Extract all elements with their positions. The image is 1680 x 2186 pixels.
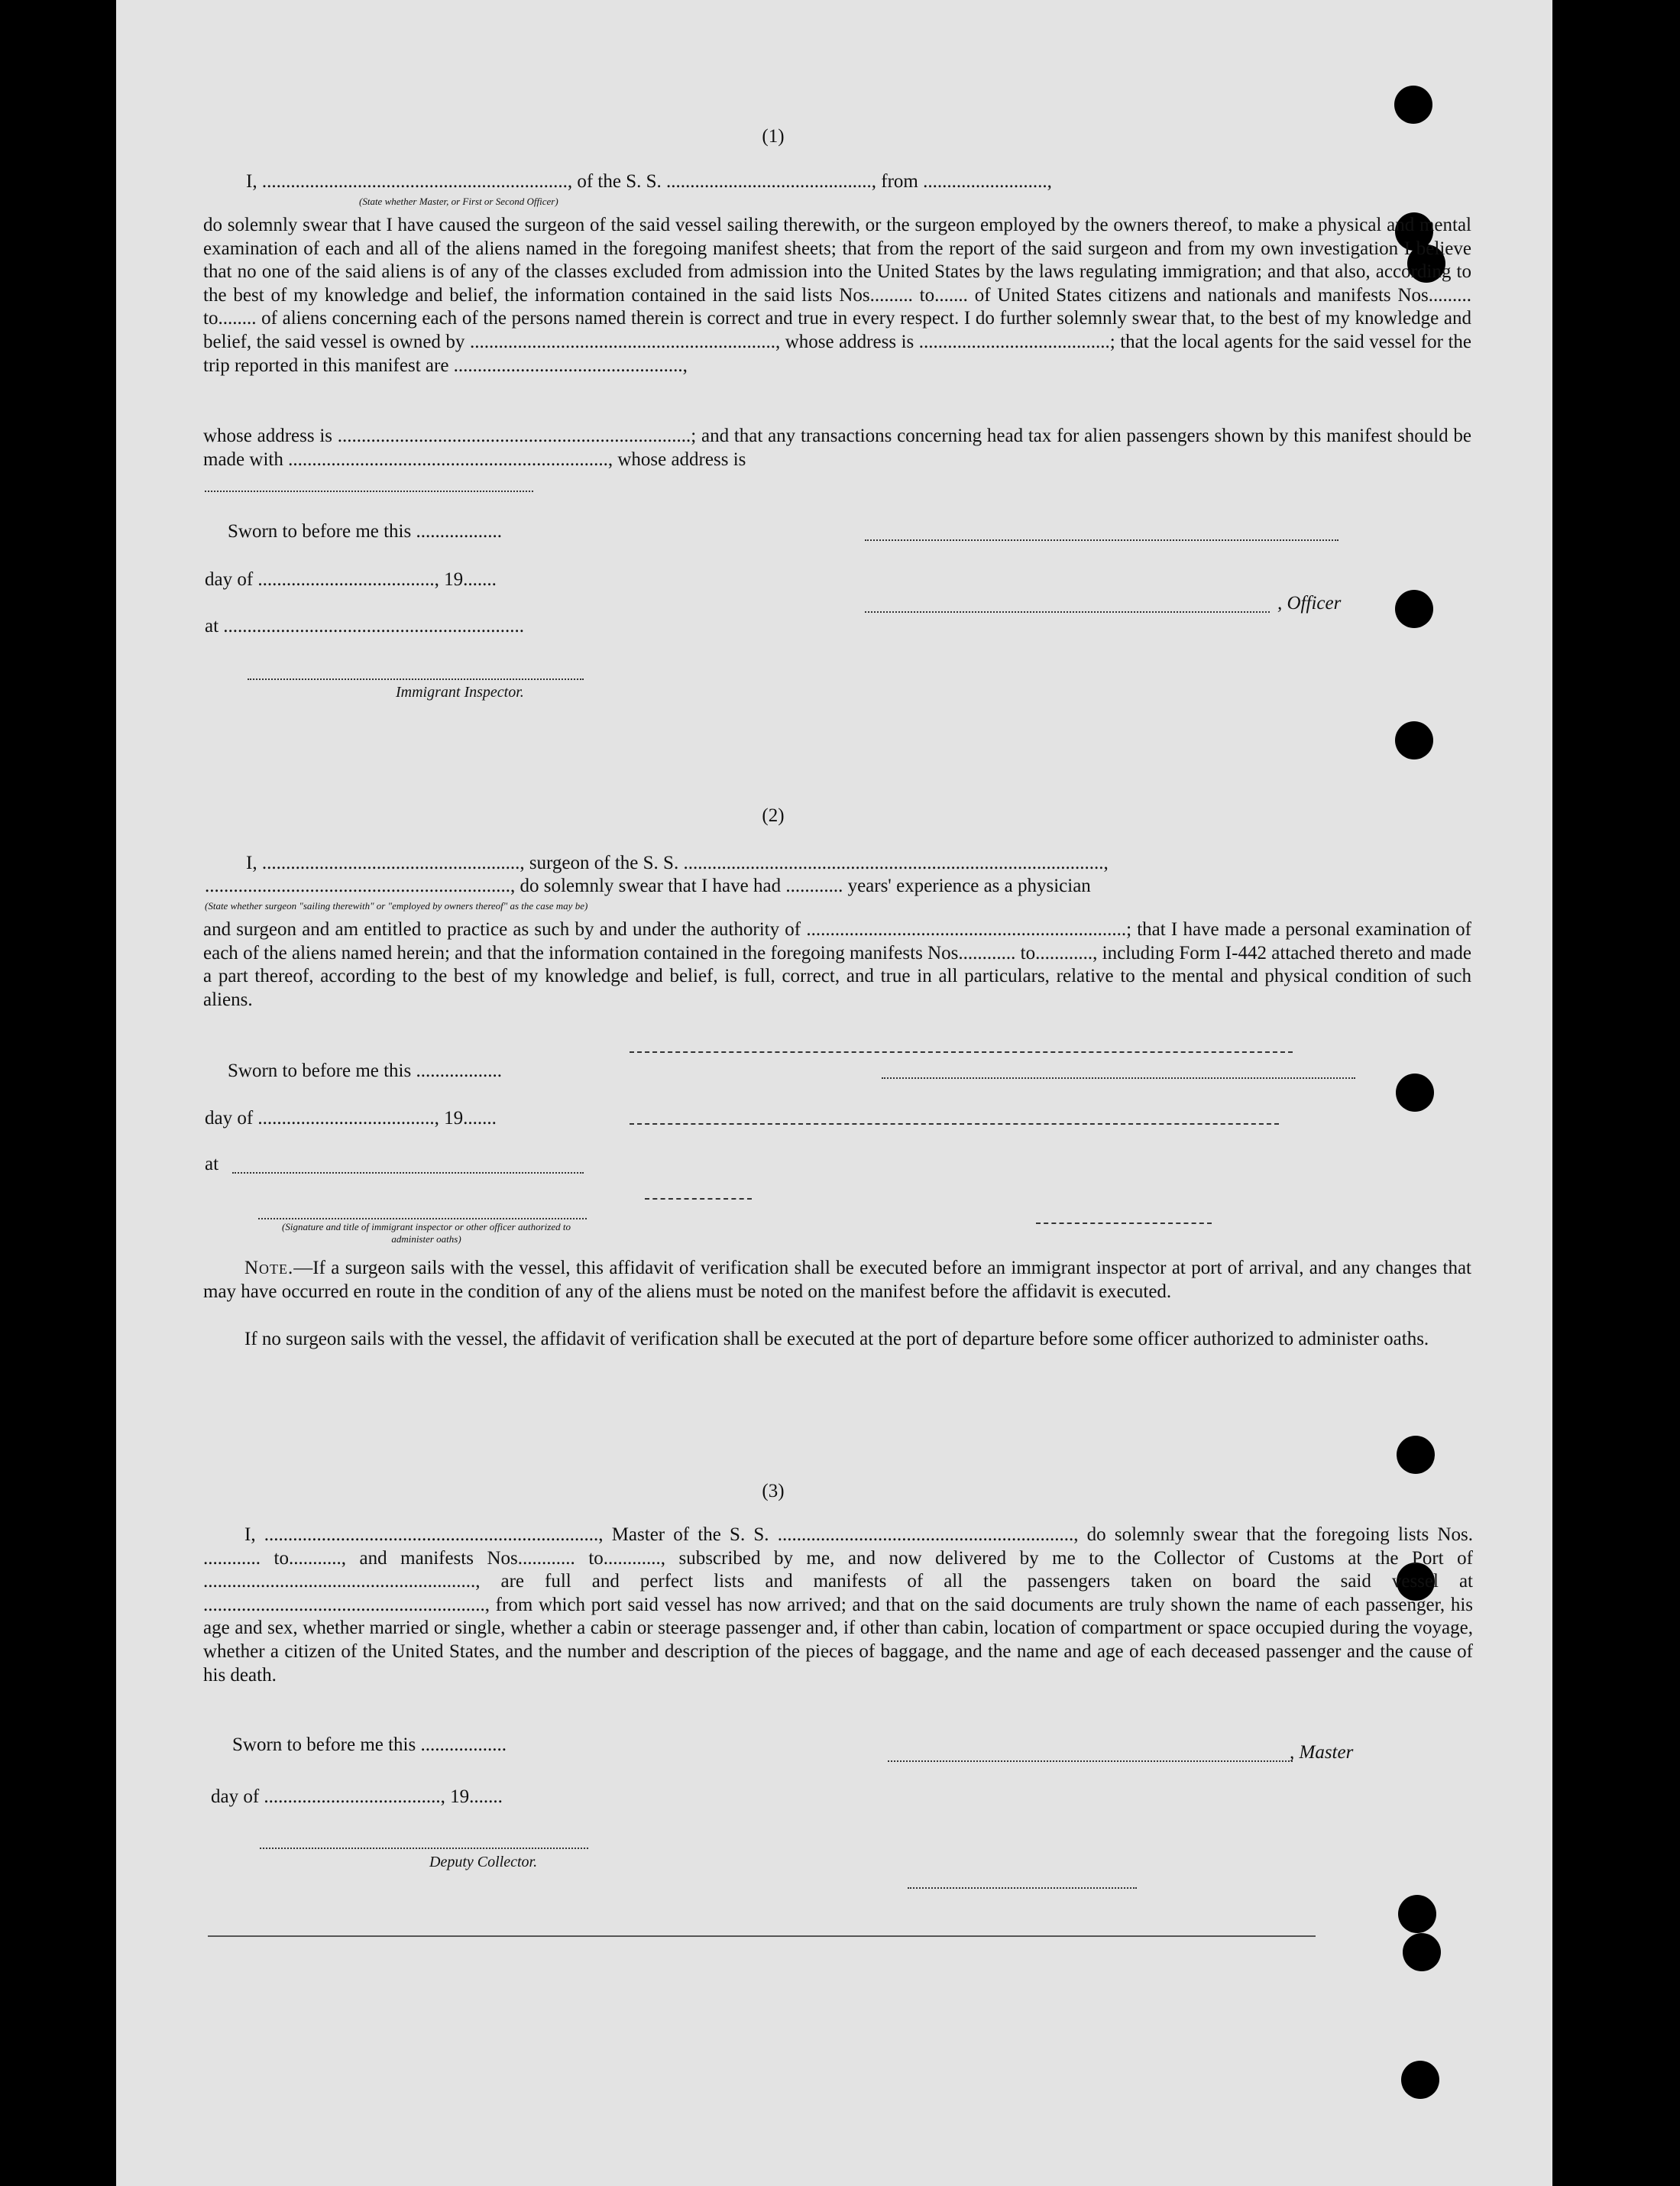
section-2-at: at [205, 1154, 219, 1174]
section-1-sworn: Sworn to before me this .................. [228, 521, 502, 542]
surgeon-signature-line-1 [630, 1051, 1293, 1053]
section-3-oath-text: I, ......................................................................, Master of the S. S. .............................................................., do solemnly swear that the foregoing lists Nos. ............ to..........., and manifests Nos............ to............, subscribed by me, and now delivered by me to the Collector of Customs at the Port of ........................................................., are full and perfect lists and manifests of all the passengers taken on board the said vessel at ..........................................................., from which port said vessel has now arrived; and that on the said documents are truly shown the name of each passenger, his age and sex, whether married or single, whether a cabin or steerage passenger and, if other than cabin, location of compartment or space occupied during the voyage, whether a citizen of the United States, and the number and description of the pieces of baggage, and the name and age of each deceased passenger and the cause of his death. [203, 1524, 1473, 1686]
section-2-day: day of ....................................., 19....... [205, 1108, 497, 1129]
punch-hole [1394, 86, 1432, 124]
section-1-oath-text: do solemnly swear that I have caused the surgeon of the said vessel sailing therewith, or the surgeon employed by the owners thereof, to make a physical and mental examination of each and all of the aliens named in the foregoing manifest sheets; that from the report of the said surgeon and from my own investigation I believe that no one of the said aliens is of any of the classes excluded from admission into the United States by the laws regulating immigration; and that also, according to the best of my knowledge and belief, the information contained in the said lists Nos......... to....... of United States citizens and nationals and manifests Nos......... to........ of aliens concerning each of the persons named therein is correct and true in every respect. I do further solemnly swear that, to the best of my knowledge and belief, the said vessel is owned by ................................................................, whose address is ........................................; that the local agents for the said vessel for the trip reported in this manifest are ................................................, [203, 215, 1471, 376]
master-signature-line [888, 1760, 1293, 1762]
punch-hole [1403, 1933, 1441, 1971]
at-line [232, 1172, 584, 1174]
punch-hole [1401, 2061, 1439, 2099]
surgeon-signature-line-2 [882, 1077, 1355, 1079]
master-label: , Master [1290, 1742, 1354, 1763]
note-second-paragraph: If no surgeon sails with the vessel, the affidavit of verification shall be executed at the port of departure before some officer authorized to administer oaths. [244, 1329, 1429, 1349]
punch-hole [1397, 1436, 1435, 1474]
surgeon-signature-line-5 [645, 1198, 752, 1200]
punch-hole [1398, 1895, 1436, 1933]
section-2-line-1: I, ......................................................, surgeon of the S. S. ........................................................................................, [246, 853, 1109, 873]
punch-hole [1396, 1074, 1434, 1112]
officer-label: , Officer [1277, 593, 1342, 614]
section-2-number: (2) [762, 805, 785, 826]
collector-signature-line [260, 1848, 588, 1849]
punch-hole [1395, 590, 1433, 628]
address-line [205, 491, 533, 492]
surgeon-signature-line-3 [630, 1123, 1279, 1125]
officer-hint: (State whether Master, or First or Second Officer) [359, 196, 558, 207]
bottom-rule [208, 1935, 1316, 1937]
section-3-sworn: Sworn to before me this .................. [232, 1734, 507, 1755]
section-1-opening-line: I, ................................................................, of the S. S. ..........................................., from .........................., [246, 171, 1052, 192]
master-signature-underline [908, 1887, 1137, 1889]
inspector-signature-line [248, 678, 584, 680]
authorized-signature-line [258, 1218, 587, 1219]
section-1-at: at ............................................................... [205, 616, 525, 636]
note-paragraph [203, 1257, 1471, 1304]
officer-signature-line-1 [865, 539, 1338, 541]
section-2-line-2: ................................................................, do solemnly swear that I have had ............ years' experience as a physician [205, 876, 1091, 896]
section-3-number: (3) [762, 1481, 785, 1501]
officer-signature-line-2 [865, 611, 1270, 613]
note-label: Note. [244, 1258, 294, 1278]
section-2-oath-text: and surgeon and am entitled to practice as such by and under the authority of ...................................................................; that I have made a personal examination of each of the aliens named herein; and that the information contained in the foregoing manifests Nos............ to............, including Form I-442 attached thereto and made a part thereof, according to the best of my knowledge and belief, is full, correct, and true in all particulars, relative to the mental and physical condition of such aliens. [203, 919, 1471, 1010]
immigrant-inspector-label: Immigrant Inspector. [396, 684, 524, 701]
section-3-day: day of ....................................., 19....... [211, 1786, 503, 1807]
note-text: —If a surgeon sails with the vessel, this affidavit of verification shall be executed before an immigrant inspector at port of arrival, and any changes that may have occurred en route in the condition of any of the aliens must be noted on the manifest before the affidavit is executed. [203, 1258, 1471, 1302]
section-1-head-tax-text: whose address is ..........................................................................; and that any transactions concerning head tax for alien passengers shown by this manifest should be made with ..................................................................., whose address is [203, 426, 1471, 470]
deputy-collector-label: Deputy Collector. [429, 1854, 538, 1870]
section-1-number: (1) [762, 126, 785, 147]
surgeon-signature-line-4 [1036, 1223, 1212, 1224]
manifest-page [116, 0, 1552, 2186]
section-2-sworn: Sworn to before me this .................. [228, 1061, 502, 1081]
section-1-day: day of ....................................., 19....... [205, 569, 497, 590]
signature-hint: (Signature and title of immigrant inspector or other officer authorized to administer oaths) [282, 1221, 571, 1245]
surgeon-hint: (State whether surgeon "sailing therewith" or "employed by owners thereof" as the case may be) [205, 900, 588, 912]
punch-hole [1395, 721, 1433, 759]
